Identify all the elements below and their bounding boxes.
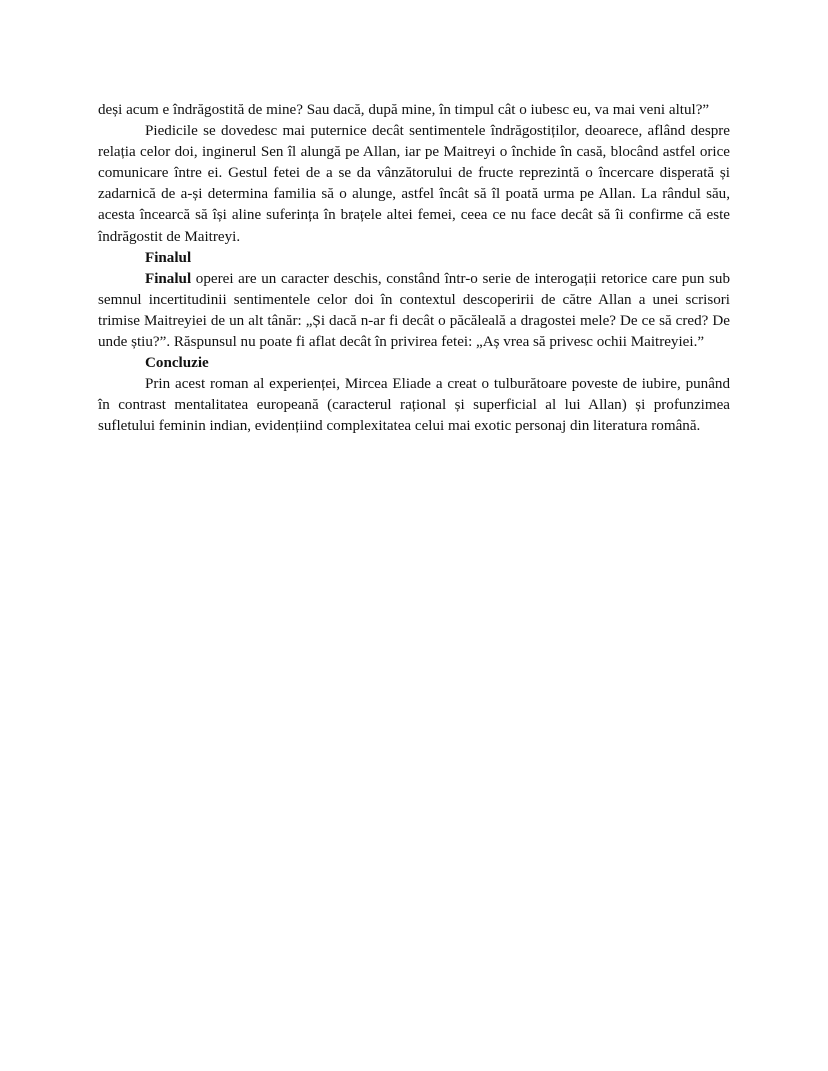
paragraph-conclusion: Prin acest roman al experienței, Mircea Eliade a creat o tulburătoare poveste de iubire, punând în contrast mentalitatea europeană (caracterul rațional și superficial al lui Allan) și profunzimea sufletului feminin indian, evidențiind complexitatea celui mai exotic personaj din literatura română. <box>98 376 730 435</box>
paragraph-final <box>98 269 730 353</box>
paragraph-final-lead: Finalul <box>145 270 192 287</box>
document-page <box>98 100 730 438</box>
paragraph-obstacles: Piedicile se dovedesc mai puternice decât sentimentele îndrăgostiților, deoarece, aflând despre relația celor doi, inginerul Sen îl alungă pe Allan, iar pe Maitreyi o închide în casă, blocând astfel orice comunicare între ei. Gestul fetei de a se da vânzătorului de fructe reprezintă o încercare disperată și zadarnică de a-și determina familia să o alunge, astfel încât să îl poată urma pe Allan. La rândul său, acesta încearcă să își aline suferința în brațele altei femei, ceea ce nu face decât să îi confirme că este îndrăgostit de Maitreyi. <box>98 123 730 245</box>
heading-finalul: Finalul <box>145 249 192 266</box>
paragraph-continuation: deși acum e îndrăgostită de mine? Sau dacă, după mine, în timpul cât o iubesc eu, va mai veni altul?” <box>98 102 710 118</box>
heading-concluzie: Concluzie <box>145 355 209 372</box>
paragraph-final-text: operei are un caracter deschis, constând într-o serie de interogații retorice care pun sub semnul incertitudinii sentimentele celor doi în contextul descoperirii de către Allan a unei scrisori trimise Maitreyiei de un alt tânăr: „Și dacă n-ar fi decât o păcăleală a dragostei mele? De ce să cred? De unde știu?”. Răspunsul nu poate fi aflat decât în privirea fetei: „Aș vrea să privesc ochii Maitreyiei.” <box>98 270 730 351</box>
